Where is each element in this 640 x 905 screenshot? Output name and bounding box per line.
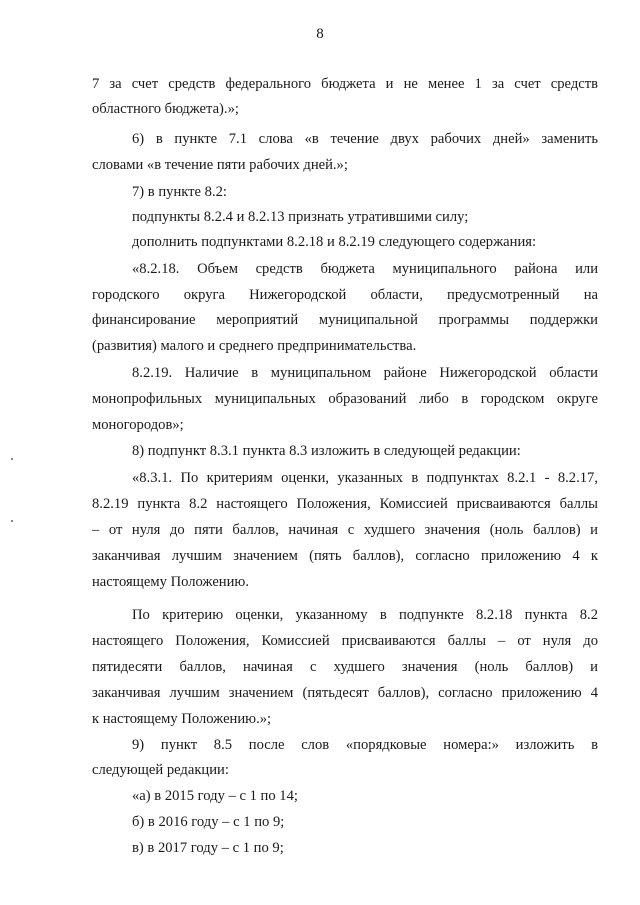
text-line: настоящему Положению. bbox=[92, 574, 249, 590]
text-line: 8) подпункт 8.3.1 пункта 8.3 изложить в следующей редакции: bbox=[132, 443, 521, 459]
text-line: городского округа Нижегородской области, предусмотренный на bbox=[92, 287, 598, 303]
text-line: «а) в 2015 году – с 1 по 14; bbox=[132, 788, 298, 804]
text-line: в) в 2017 году – с 1 по 9; bbox=[132, 840, 284, 856]
text-line: словами «в течение пяти рабочих дней.»; bbox=[92, 157, 348, 173]
text-line: следующей редакции: bbox=[92, 762, 229, 778]
text-line: б) в 2016 году – с 1 по 9; bbox=[132, 814, 285, 830]
text-line: «8.3.1. По критериям оценки, указанных в подпунктах 8.2.1 - 8.2.17, bbox=[132, 470, 598, 486]
text-line: 8.2.19. Наличие в муниципальном районе Нижегородской области bbox=[132, 365, 598, 381]
text-line: 6) в пункте 7.1 слова «в течение двух рабочих дней» заменить bbox=[132, 131, 598, 147]
text-line: настоящего Положения, Комиссией присваиваются баллы – от нуля до bbox=[92, 633, 598, 649]
text-line: финансирование мероприятий муниципальной программы поддержки bbox=[92, 312, 598, 328]
text-line: подпункты 8.2.4 и 8.2.13 признать утратившими силу; bbox=[132, 209, 469, 225]
text-line: 9) пункт 8.5 после слов «порядковые номера:» изложить в bbox=[132, 737, 598, 753]
text-line: «8.2.18. Объем средств бюджета муниципального района или bbox=[132, 261, 598, 277]
text-line: По критерию оценки, указанному в подпункте 8.2.18 пункта 8.2 bbox=[132, 607, 598, 623]
text-line: – от нуля до пяти баллов, начиная с худшего значения (ноль баллов) и bbox=[92, 522, 598, 538]
text-line: заканчивая лучшим значением (пятьдесят баллов), согласно приложению 4 bbox=[92, 685, 598, 701]
margin-mark bbox=[11, 458, 13, 460]
text-line: 8.2.19 пункта 8.2 настоящего Положения, Комиссией присваиваются баллы bbox=[92, 496, 598, 512]
text-line: (развития) малого и среднего предпринимательства. bbox=[92, 338, 417, 354]
text-line: заканчивая лучшим значением (пять баллов), согласно приложению 4 к bbox=[92, 548, 598, 564]
text-line: областного бюджета).»; bbox=[92, 101, 239, 117]
text-line: пятидесяти баллов, начиная с худшего значения (ноль баллов) и bbox=[92, 659, 598, 675]
page-number: 8 bbox=[316, 26, 324, 42]
text-line: моногородов»; bbox=[92, 417, 184, 433]
text-line: к настоящему Положению.»; bbox=[92, 711, 272, 727]
margin-mark bbox=[11, 520, 13, 522]
text-line: дополнить подпунктами 8.2.18 и 8.2.19 следующего содержания: bbox=[132, 234, 537, 250]
text-line: 7) в пункте 8.2: bbox=[132, 184, 227, 200]
text-line: монопрофильных муниципальных образований либо в городском округе bbox=[92, 391, 598, 407]
text-line: 7 за счет средств федерального бюджета и не менее 1 за счет средств bbox=[92, 76, 598, 92]
